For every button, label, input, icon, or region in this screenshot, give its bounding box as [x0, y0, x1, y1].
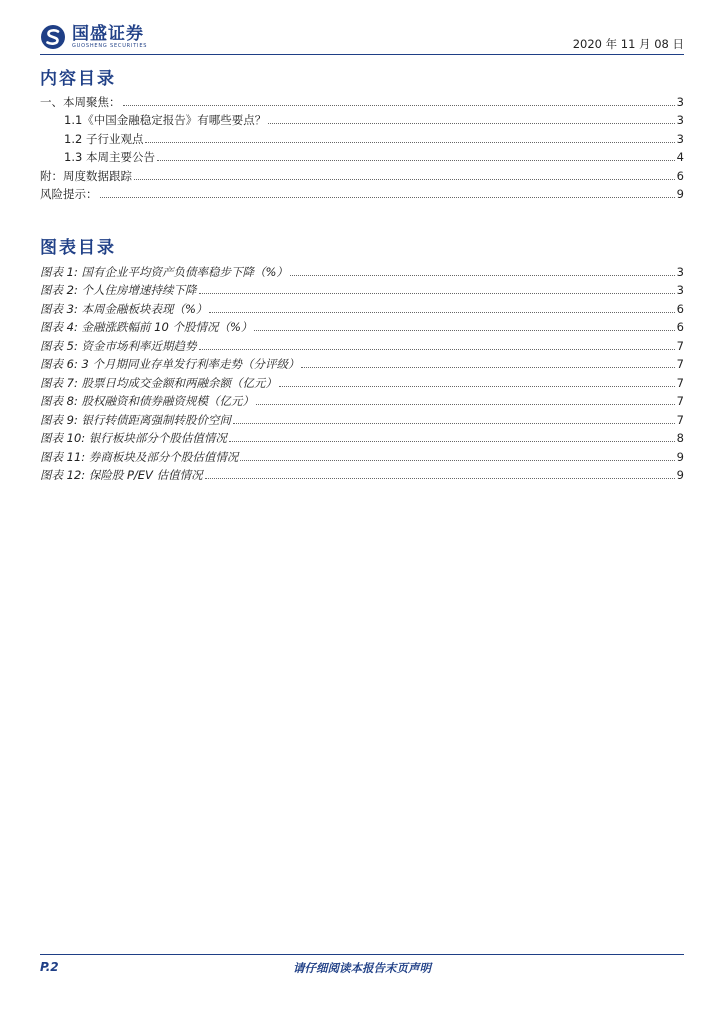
figure-entry-page: 7 [676, 357, 684, 371]
page-number: P.2 [40, 960, 59, 974]
figures-list [40, 260, 684, 482]
figure-entry-page: 3 [676, 264, 684, 279]
figure-entry[interactable] [40, 297, 684, 316]
toc-entry-label: 一、本周聚焦： [40, 94, 121, 109]
figure-entry-page: 7 [676, 338, 684, 353]
footer-divider [40, 954, 684, 955]
toc-entry-label: 1.1《中国金融稳定报告》有哪些要点？ [64, 113, 267, 127]
figure-entry-label: 图表 9: 银行转债距离强制转股价空间 [40, 412, 232, 427]
dot-leader [254, 330, 674, 331]
figure-entry[interactable] [40, 353, 684, 372]
dot-leader [100, 197, 675, 198]
dot-leader [199, 349, 675, 350]
logo-icon [40, 24, 66, 50]
figure-entry-page: 9 [676, 449, 684, 464]
figure-entry[interactable] [40, 390, 684, 409]
contents-list [40, 90, 684, 201]
figure-entry-label: 图表 4: 金融涨跌幅前 10 个股情况（%） [40, 320, 253, 334]
toc-entry-label: 附：周度数据跟踪 [40, 168, 132, 183]
figure-entry-label: 图表 7: 股票日均成交金额和两融余额（亿元） [40, 375, 277, 390]
figure-entry-label: 图表 6: 3 个月期同业存单发行利率走势（分评级） [40, 357, 300, 371]
dot-leader [279, 386, 675, 387]
dot-leader [256, 404, 675, 405]
figure-entry-page: 7 [676, 394, 684, 408]
toc-entry[interactable] [40, 146, 684, 165]
figure-entry[interactable] [40, 445, 684, 464]
figure-entry[interactable] [40, 279, 684, 298]
figure-entry-page: 6 [676, 301, 684, 316]
dot-leader [301, 367, 674, 368]
toc-entry[interactable] [40, 90, 684, 109]
toc-entry-page: 4 [676, 150, 684, 164]
figure-entry-label: 图表 5: 资金市场利率近期趋势 [40, 338, 197, 353]
figure-entry-label: 图表 12: 保险股 P/EV 估值情况 [40, 468, 203, 482]
header-divider [40, 54, 684, 55]
dot-leader [290, 275, 675, 276]
dot-leader [209, 312, 674, 313]
dot-leader [233, 423, 675, 424]
figure-entry[interactable] [40, 464, 684, 483]
toc-entry[interactable] [40, 183, 684, 202]
figure-entry[interactable] [40, 316, 684, 335]
figure-entry-page: 9 [676, 468, 684, 482]
toc-entry-page: 3 [676, 94, 684, 109]
figure-entry-page: 3 [676, 283, 684, 297]
company-logo [40, 20, 147, 54]
figure-entry-label: 图表 1: 国有企业平均资产负债率稳步下降（%） [40, 264, 288, 279]
toc-entry-label: 1.2 子行业观点 [64, 131, 144, 146]
logo-name: 国盛证券 [72, 23, 144, 44]
toc-entry[interactable] [40, 127, 684, 146]
toc-entry-page: 3 [676, 131, 684, 146]
figure-entry[interactable] [40, 334, 684, 353]
report-date: 2020 年 11 月 08 日 [572, 37, 684, 51]
dot-leader [199, 293, 675, 294]
dot-leader [205, 478, 675, 479]
figures-title: 图表目录 [40, 238, 116, 258]
figure-entry[interactable] [40, 408, 684, 427]
logo-english-name: GUOSHENG SECURITIES [72, 42, 148, 49]
dot-leader [240, 460, 674, 461]
dot-leader [157, 160, 675, 161]
toc-entry[interactable] [40, 109, 684, 128]
figure-entry-label: 图表 10: 银行板块部分个股估值情况 [40, 431, 227, 445]
toc-entry-label: 1.3 本周主要公告 [64, 150, 155, 164]
toc-entry-page: 6 [676, 168, 684, 183]
figure-entry-label: 图表 11: 券商板块及部分个股估值情况 [40, 449, 239, 464]
contents-title: 内容目录 [40, 69, 116, 89]
figure-entry-label: 图表 2: 个人住房增速持续下降 [40, 283, 197, 297]
dot-leader [268, 123, 674, 124]
toc-entry-page: 9 [676, 187, 684, 201]
figure-entry[interactable] [40, 260, 684, 279]
figure-entry-label: 图表 3: 本周金融板块表现（%） [40, 301, 208, 316]
dot-leader [145, 142, 674, 143]
dot-leader [134, 179, 675, 180]
figure-entry-label: 图表 8: 股权融资和债券融资规模（亿元） [40, 394, 255, 408]
dot-leader [229, 441, 675, 442]
figure-entry[interactable] [40, 427, 684, 446]
dot-leader [123, 105, 675, 106]
page-header [40, 20, 684, 54]
figure-entry[interactable] [40, 371, 684, 390]
figure-entry-page: 6 [676, 320, 684, 334]
figure-entry-page: 7 [676, 412, 684, 427]
toc-entry-label: 风险提示： [40, 187, 98, 201]
toc-entry[interactable] [40, 164, 684, 183]
figure-entry-page: 7 [676, 375, 684, 390]
disclaimer-note: 请仔细阅读本报告末页声明 [293, 961, 431, 975]
figure-entry-page: 8 [676, 431, 684, 445]
toc-entry-page: 3 [676, 113, 684, 127]
